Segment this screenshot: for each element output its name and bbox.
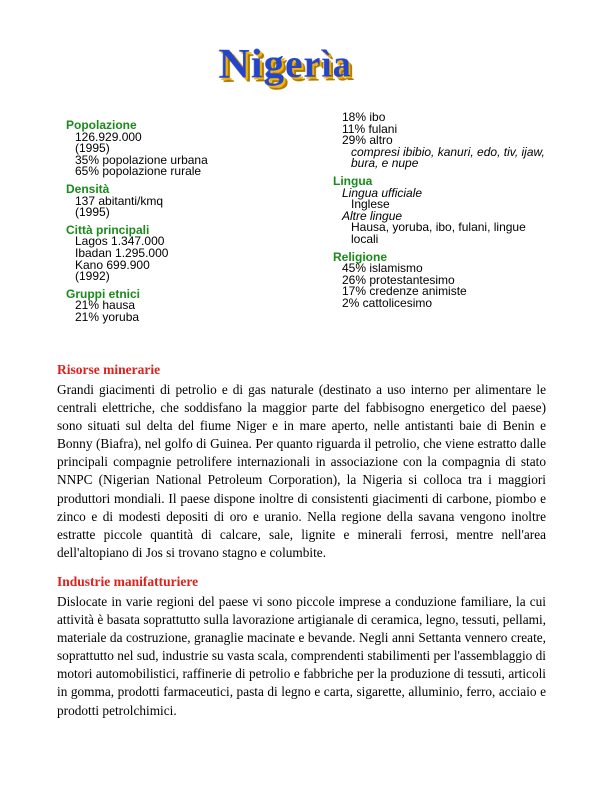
citta-line: (1992) — [75, 269, 110, 284]
section-title-risorse: Risorse minerarie — [57, 362, 161, 377]
citta-line: Kano 699.900 — [75, 257, 150, 272]
heading-citta: Città principali — [66, 222, 150, 237]
gruppi-note: compresi ibibio, kanuri, edo, tiv, ijaw, — [351, 144, 545, 159]
gruppi-line: 18% ibo — [342, 110, 386, 124]
popolazione-line: (1995) — [75, 141, 110, 156]
gruppi-line: 21% yoruba — [75, 309, 140, 324]
gruppi-line: 29% altro — [342, 133, 393, 148]
popolazione-line: 65% popolazione rurale — [75, 164, 202, 179]
lingua-ufficiale-label: Lingua ufficiale — [342, 185, 423, 200]
densita-line: 137 abitanti/kmq — [75, 193, 164, 208]
heading-gruppi-etnici: Gruppi etnici — [66, 286, 141, 301]
facts-right-column — [333, 112, 573, 310]
paragraph-risorse: Grandi giacimenti di petrolio e di gas naturale (destinato a uso interno per alimentare le centrali elettriche, che soddisfano la maggior parte del fabbisogno energetico del paese) sono situati sul delta del fiume Niger e in mare aperto, nelle antistanti baie di Benin e Bonny (Biafra), nel golfo di Guinea. Per quanto riguarda il petrolio, che viene estratto dalle principali compagnie petrolifere internazionali in associazione con la compagnia di stato NNPC (Nigerian National Petroleum Corporation), la Nigeria si colloca tra i maggiori produttori mondiali. Il paese dispone inoltre di consistenti giacimenti di carbone, piombo e zinco e di modesti depositi di oro e uranio. Nella regione della savana vengono inoltre estratte piccole quantità di calcare, sale, lignite e minerali ferrosi, mentre nell'area dell'altopiano di Jos si trovano stagno e columbite. — [57, 382, 546, 560]
page-title-logo — [218, 39, 362, 90]
heading-popolazione: Popolazione — [66, 118, 137, 132]
popolazione-line: 126.929.000 — [75, 129, 142, 144]
lingua-ufficiale: Inglese — [351, 197, 390, 212]
citta-line: Ibadan 1.295.000 — [75, 245, 169, 260]
heading-densita: Densità — [66, 181, 110, 196]
citta-line: Lagos 1.347.000 — [75, 234, 165, 249]
heading-lingua: Lingua — [333, 173, 373, 188]
religione-line: 45% islamismo — [342, 261, 423, 276]
paragraph-industrie: Dislocate in varie regioni del paese vi sono piccole imprese a conduzione familiare, la cui attività è basata soprattutto sulla lavorazione artigianale di ceramica, legno, tessuti, pellami, materiale da costruzione, granaglie macinate e bevande. Negli anni Settanta vennero create, soprattutto nel sud, industrie su vasta scala, comprendenti stabilimenti per l'assemblaggio di motori automobilistici, raffinerie di petrolio e fabbriche per la produzione di tessuti, articoli in gomma, prodotti farmaceutici, pasta di legno e carta, sigarette, alluminio, ferro, acciaio e prodotti petrolchimici. — [57, 594, 546, 718]
altre-lingue-line: Hausa, yoruba, ibo, fulani, lingue — [351, 220, 526, 235]
altre-lingue-line: locali — [351, 231, 379, 246]
section-title-industrie: Industrie manifatturiere — [57, 574, 199, 589]
altre-lingue-label: Altre lingue — [342, 208, 403, 223]
heading-religione: Religione — [333, 249, 388, 264]
page-title: Nigerìa — [218, 39, 352, 88]
gruppi-note: bura, e nupe — [351, 156, 419, 171]
religione-line: 17% credenze animiste — [342, 284, 467, 299]
religione-line: 2% cattolicesimo — [342, 295, 433, 310]
facts-left-column — [66, 120, 316, 324]
religione-line: 26% protestantesimo — [342, 272, 455, 287]
densita-line: (1995) — [75, 205, 110, 220]
gruppi-line: 11% fulani — [342, 121, 398, 136]
popolazione-line: 35% popolazione urbana — [75, 152, 208, 167]
gruppi-line: 21% hausa — [75, 298, 136, 313]
